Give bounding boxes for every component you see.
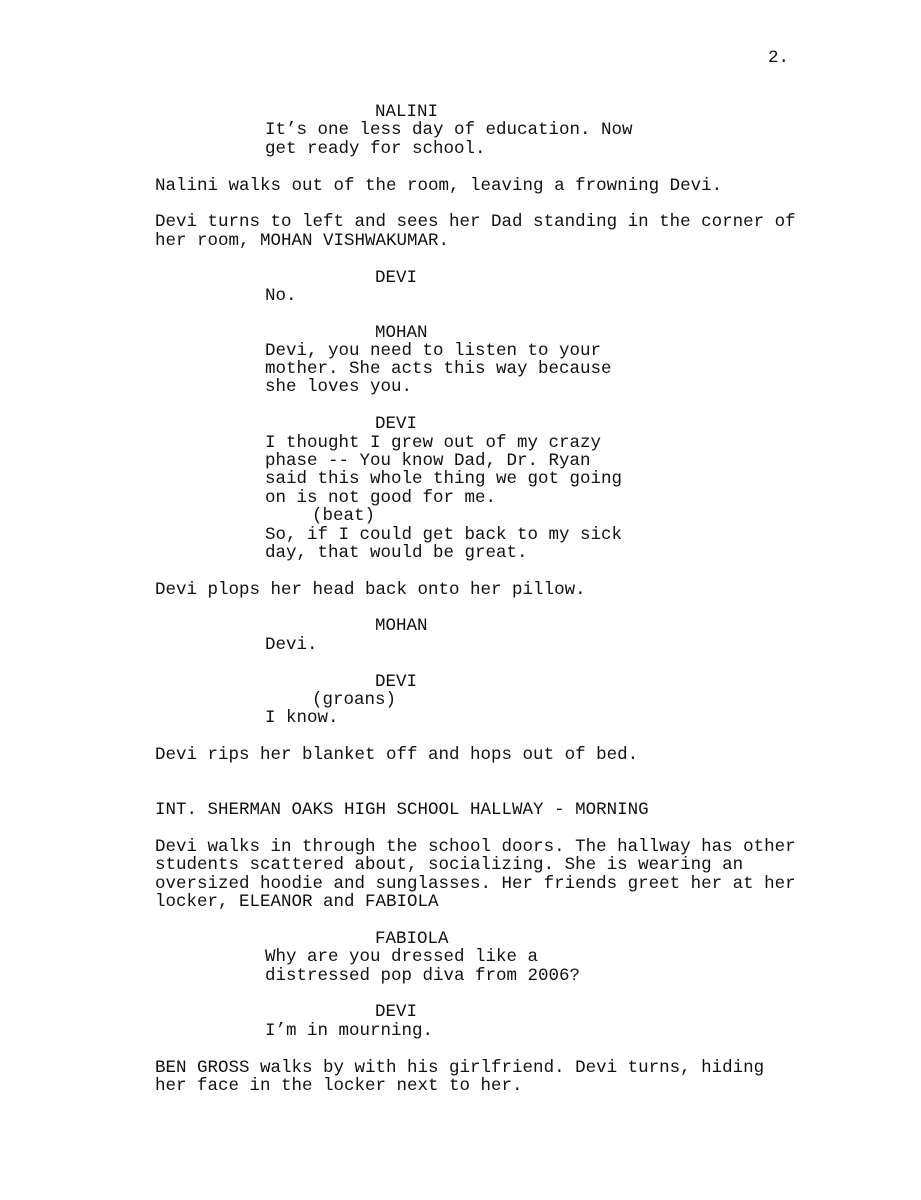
dialogue-line: phase -- You know Dad, Dr. Ryan <box>265 451 591 471</box>
dialogue-line: Why are you dressed like a <box>265 947 539 967</box>
dialogue-line: I thought I grew out of my crazy <box>265 433 602 453</box>
scene-heading: INT. SHERMAN OAKS HIGH SCHOOL HALLWAY - MORNING <box>155 800 649 820</box>
action-line: Devi turns to left and sees her Dad standing in the corner of <box>155 212 796 232</box>
character-name: DEVI <box>375 268 418 288</box>
action-line: locker, ELEANOR and FABIOLA <box>155 892 439 912</box>
dialogue-line: So, if I could get back to my sick <box>265 525 623 545</box>
dialogue-line: distressed pop diva from 2006? <box>265 966 581 986</box>
dialogue-line: on is not good for me. <box>265 488 497 508</box>
dialogue-line: Devi. <box>265 635 318 655</box>
dialogue-line: I know. <box>265 708 339 728</box>
dialogue-line: she loves you. <box>265 377 413 397</box>
character-name: MOHAN <box>375 616 428 636</box>
character-name: DEVI <box>375 672 418 692</box>
action-line: Devi walks in through the school doors. The hallway has other <box>155 837 796 857</box>
action-line: Devi plops her head back onto her pillow. <box>155 580 586 600</box>
action-line: her face in the locker next to her. <box>155 1076 523 1096</box>
dialogue-line: get ready for school. <box>265 139 486 159</box>
dialogue-line: I’m in mourning. <box>265 1021 434 1041</box>
dialogue-line: Devi, you need to listen to your <box>265 341 602 361</box>
action-line: students scattered about, socializing. She is wearing an <box>155 855 744 875</box>
parenthetical: (groans) <box>312 690 397 710</box>
character-name: DEVI <box>375 414 418 434</box>
page-number: 2. <box>768 48 790 68</box>
parenthetical: (beat) <box>312 506 376 526</box>
action-line: oversized hoodie and sunglasses. Her friends greet her at her <box>155 874 796 894</box>
dialogue-line: mother. She acts this way because <box>265 359 612 379</box>
character-name: DEVI <box>375 1002 418 1022</box>
dialogue-line: said this whole thing we got going <box>265 469 623 489</box>
dialogue-line: It’s one less day of education. Now <box>265 120 633 140</box>
character-name: NALINI <box>375 102 439 122</box>
character-name: FABIOLA <box>375 929 449 949</box>
dialogue-line: No. <box>265 286 297 306</box>
character-name: MOHAN <box>375 323 428 343</box>
action-line: BEN GROSS walks by with his girlfriend. Devi turns, hiding <box>155 1058 765 1078</box>
action-line: Devi rips her blanket off and hops out of bed. <box>155 745 639 765</box>
action-line: her room, MOHAN VISHWAKUMAR. <box>155 231 450 251</box>
action-line: Nalini walks out of the room, leaving a frowning Devi. <box>155 176 723 196</box>
dialogue-line: day, that would be great. <box>265 543 528 563</box>
